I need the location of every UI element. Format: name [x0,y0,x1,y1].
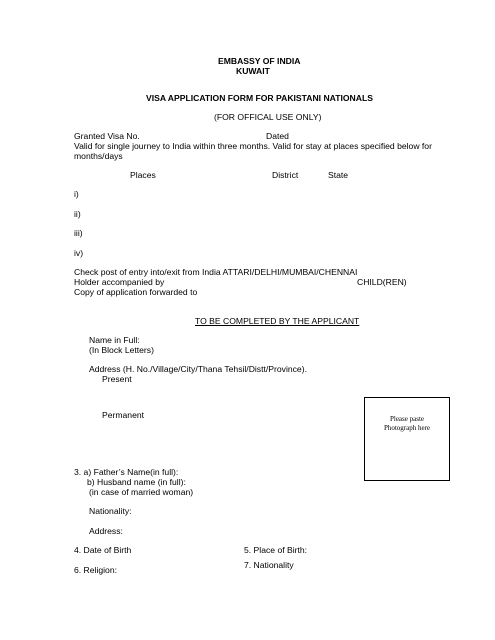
holder-accompanied-label: Holder accompanied by [74,277,165,287]
nationality-label: Nationality: [89,506,132,516]
place-row-2: ii) [74,209,81,219]
dated-label: Dated [266,131,289,141]
name-hint: (In Block Letters) [89,345,154,355]
form-title: VISA APPLICATION FORM FOR PAKISTANI NATIONALS [146,93,373,103]
district-column-header: District [272,170,299,180]
places-column-header: Places [130,170,156,180]
office-use-note: (FOR OFFICAL USE ONLY) [214,112,322,122]
place-row-3: iii) [74,228,83,238]
name-label: Name in Full: [89,335,140,345]
city-heading: KUWAIT [236,66,270,76]
father-name-label: 3. a) Father’s Name(in full): [74,467,179,477]
place-of-birth-label: 5. Place of Birth: [244,545,308,555]
validity-line-2: months/days [74,151,123,161]
state-column-header: State [328,170,349,180]
photo-caption-2: Photograph here [383,424,431,432]
place-row-4: iv) [74,248,84,258]
permanent-address-label: Permanent [102,410,145,420]
applicant-section-title: TO BE COMPLETED BY THE APPLICANT [195,316,360,326]
granted-visa-label: Granted Visa No. [74,131,140,141]
religion-label: 6. Religion: [74,565,117,575]
copy-forwarded-label: Copy of application forwarded to [74,287,198,297]
date-of-birth-label: 4. Date of Birth [74,545,132,555]
check-post-label: Check post of entry into/exit from India ATTARI/DELHI/MUMBAI/CHENNAI [74,267,358,277]
place-row-1: i) [74,189,79,199]
married-woman-hint: (in case of married woman) [89,487,194,497]
address-label: Address (H. No./Village/City/Thana Tehsil/Distt/Province). [89,364,307,374]
validity-line-1: Valid for single journey to India within three months. Valid for stay at places specified below for [74,141,432,151]
photo-caption-1: Please paste [389,415,424,423]
children-label: CHILD(REN) [357,277,407,287]
nationality-7-label: 7. Nationality [244,560,294,570]
photo-box [364,397,450,481]
embassy-heading: EMBASSY OF INDIA [218,56,301,66]
present-address-label: Present [102,374,132,384]
address-2-label: Address: [89,526,123,536]
husband-name-label: b) Husband name (in full): [87,477,186,487]
